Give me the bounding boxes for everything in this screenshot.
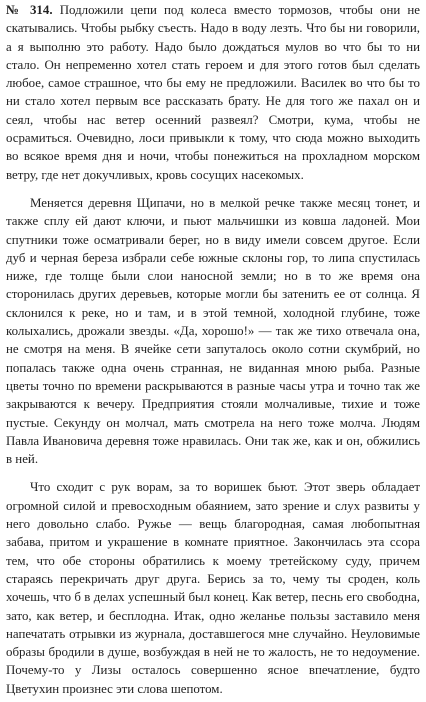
paragraph-3: Что сходит с рук ворам, за то воришек бьют. Этот зверь обладает огромной силой и превосходным обаянием, зато зрение и слух развиты у него довольно слабо. Ружье — вещь благородная, самая любопытная забава, притом и украшение в комнате приятное. Закончилась эта ссора тем, что обе стороны обратились к моему третейскому суду, причем стараясь перекричать друг друга. Берись за то, чему ты сроден, коль хочешь, что б в делах успешный был конец. Как ветер, песнь его свободна, зато, как ветер, и бесплодна. Итак, одно желаньe пользы заставило меня напечатать отрывки из журнала, доставшегося мне случайно. Неуловимые образы бродили в душе, возбуждая в ней не то жалость, не то недоумение. Почему-то у Лизы осталось совершенно ясное впечатление, будто Цветухин произнес эти слова шепотом. xyxy=(6,480,420,696)
exercise-number: № 314. xyxy=(6,3,53,17)
paragraph-1 xyxy=(6,1,420,184)
paragraph-1-text: Подложили цепи под колеса вместо тормозов, чтобы они не скатывались. Чтобы рыбку съесть. Надо в воду лезть. Что бы ни говорили, а я выполню это работу. Надо было дождаться мулов во что бы то ни стало. Он непременно хотел стать героем и для этого готов был сделать любое, самое страшное, что бы ему не предложили. Василек во что бы то ни стало хотел первым все рассказать брату. Не для того же пахал он и сеял, чтобы нас ветер осенний развеял? Смотри, кума, чтобы не осрамиться. Очевидно, лоси привыкли к тому, что сюда можно выходить во всякое время дня и ночи, чтобы понежиться на прохладном морском ветру, где нет докучливых, кровь сосущих насекомых. xyxy=(6,3,420,182)
paragraph-2: Меняется деревня Щипачи, но в мелкой речке также месяц тонет, и также сплу ей дают ключи, и пьют мальчишки из ковша ладоней. Мои спутники тоже осматривали берег, но в виду имели совсем другое. Если дуб и черная береза избрали себе южные склоны гор, то липа спустилась ниже, где толще были слои наносной земли; но в то же время она сторонилась других деревьев, которые могли бы затенить ее от солнца. Я склонился к реке, но и там, и в этой темной, холодной глубине, тоже колыхались, дрожали звезды. «Да, хорошо!» — так же тихо отвечала она, не смотря на меня. В ячейке сети запуталось около сотни скумбрий, но попалась также одна очень странная, не виданная мною рыба. Разные цветы точно по времени раскрываются в разные часы утра и точно так же закрываются к вечеру. Предприятия стояли молчаливые, тихие и тоже пустые. Секунду он молчал, мать смотрела на него тоже молча. Людям Павла Ивановича деревня тоже нравилась. Они так же, как и он, обжились в ней. xyxy=(6,195,420,467)
